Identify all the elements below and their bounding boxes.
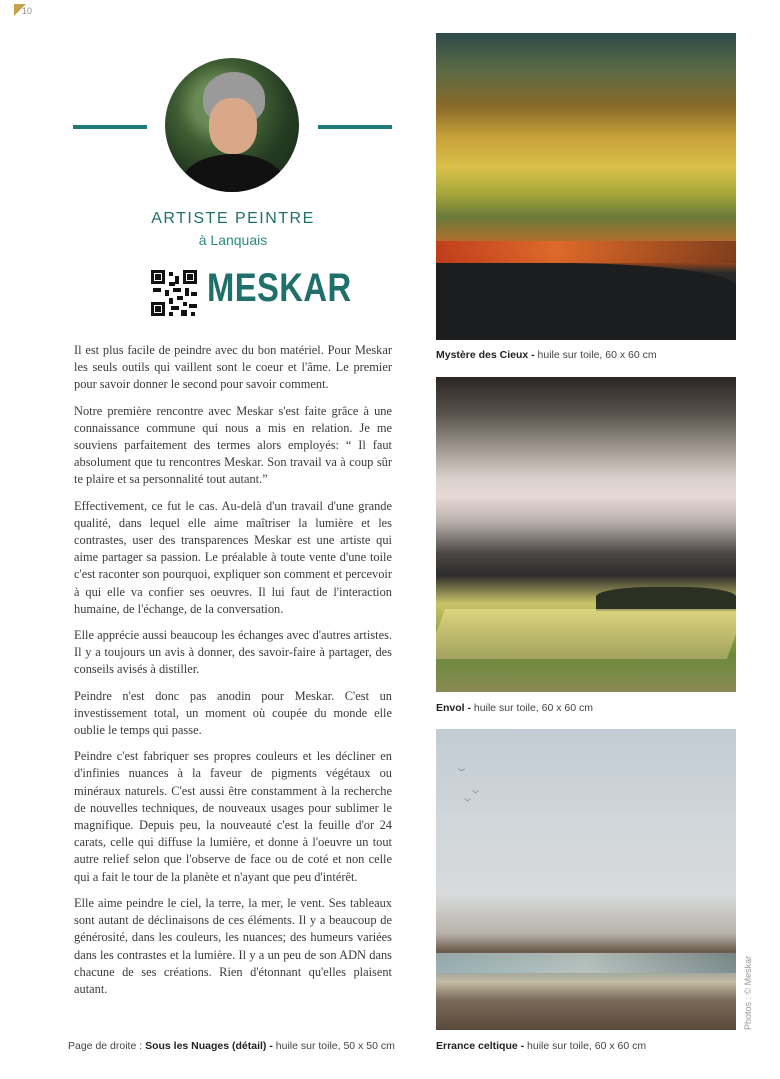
photo-credit: Photos : © Meskar [743,955,753,1030]
painting-title: Envol - [436,702,472,714]
facing-page-title: Sous les Nuages (détail) - [145,1040,273,1052]
article-paragraph: Elle apprécie aussi beaucoup les échanges avec d'autres artistes. Il y a toujours un avis à donner, des savoir-faire à partager, des conseils avisés à distiller. [74,628,392,677]
article-paragraph: Notre première rencontre avec Meskar s'est faite grâce à une connaissance commune qui nous a mis en relation. Je me souviens parfaitement des termes alors employés: “ Il faut absolument que tu rencontres Meskar. Son travail va à coup sûr te plaire et sa personnalité tout autant.” [74,403,392,487]
portrait-body [181,154,285,192]
artist-name: MESKAR [207,266,352,310]
painting-detail: huile sur toile, 60 x 60 cm [471,702,593,714]
article-paragraph: Effectivement, ce fut le cas. Au-delà d'un travail d'une grande qualité, dans lequel elle aime maîtriser la lumière et les contrastes, user des transparences Meskar est une artiste qui aime partager sa passion. Le préalable à toute vente d'une toile c'est raconter son pourquoi, expliquer son comment et percevoir à qui elle va confier ses oeuvres. Il lui faut de l'interaction humaine, de l'échange, de la conversation. [74,498,392,616]
painting-detail: huile sur toile, 60 x 60 cm [534,349,657,361]
painting-mystere-des-cieux [436,33,736,340]
painting-caption [436,702,593,714]
painting-envol [436,377,736,692]
article-paragraph: Il est plus facile de peindre avec du bon matériel. Pour Meskar les seuls outils qui vaillent sont le coeur et l'âme. Le premier pour savoir donner le second pour savoir comment. [74,343,392,392]
divider-right [318,125,392,129]
portrait-face [209,98,257,154]
painting-caption [436,349,657,361]
bird-icon: ︶ [464,798,471,806]
article-paragraph: Elle aime peindre le ciel, la terre, la mer, le vent. Ses tableaux sont autant de déclinaisons de ces éléments. Il y a beaucoup de générosité, dans les couleurs, les nuances; des humeurs variées dans les contrastes et la lumière. Il y a un peu de son ADN dans chacune de ses créations. Rien d'étonnant qu'elles plaisent autant. [74,895,392,996]
facing-page-caption [68,1040,395,1052]
facing-page-prefix: Page de droite : [68,1040,146,1052]
painting-marsh-water [436,609,736,659]
painting-sea-band [436,953,736,973]
artist-location: à Lanquais [198,232,268,248]
painting-mountains [436,263,736,340]
article-paragraph: Peindre c'est fabriquer ses propres couleurs et les décliner en d'infinies nuances à la faveur de pigments végétaux ou minéraux naturels. C'est aussi être constamment à la recherche de nouvelles techniques, de nouveaux usages pour sublimer le magnifique. Depuis peu, la nouveauté c'est la feuille d'or 24 carats, celle qui diffuse la lumière, et donne à l'oeuvre un tout autre relief selon que l'observe de face ou de coté et non celle qui a fait le tour de la planète et n'ayant que peu d'intérêt. [74,749,392,884]
divider-left [73,125,147,129]
bird-icon: ︶ [472,790,479,798]
painting-title: Errance celtique - [436,1040,525,1052]
painting-detail: huile sur toile, 60 x 60 cm [524,1040,647,1052]
page-number: 10 [22,6,33,16]
painting-caption [436,1040,646,1052]
painting-errance-celtique [436,729,736,1030]
painting-sunset-band [436,241,736,263]
artist-role: ARTISTE PEINTRE [151,210,315,227]
qr-code-icon[interactable] [151,270,197,316]
painting-title: Mystère des Cieux - [436,349,535,361]
painting-treeline [596,587,736,611]
bird-icon: ︶ [458,768,465,776]
article-paragraph: Peindre n'est donc pas anodin pour Meskar. C'est un investissement total, un moment où coupée du monde elle oublie le temps qui passe. [74,688,392,738]
article-body [74,342,392,1007]
artist-portrait [165,58,299,192]
facing-page-detail: huile sur toile, 50 x 50 cm [272,1040,395,1052]
